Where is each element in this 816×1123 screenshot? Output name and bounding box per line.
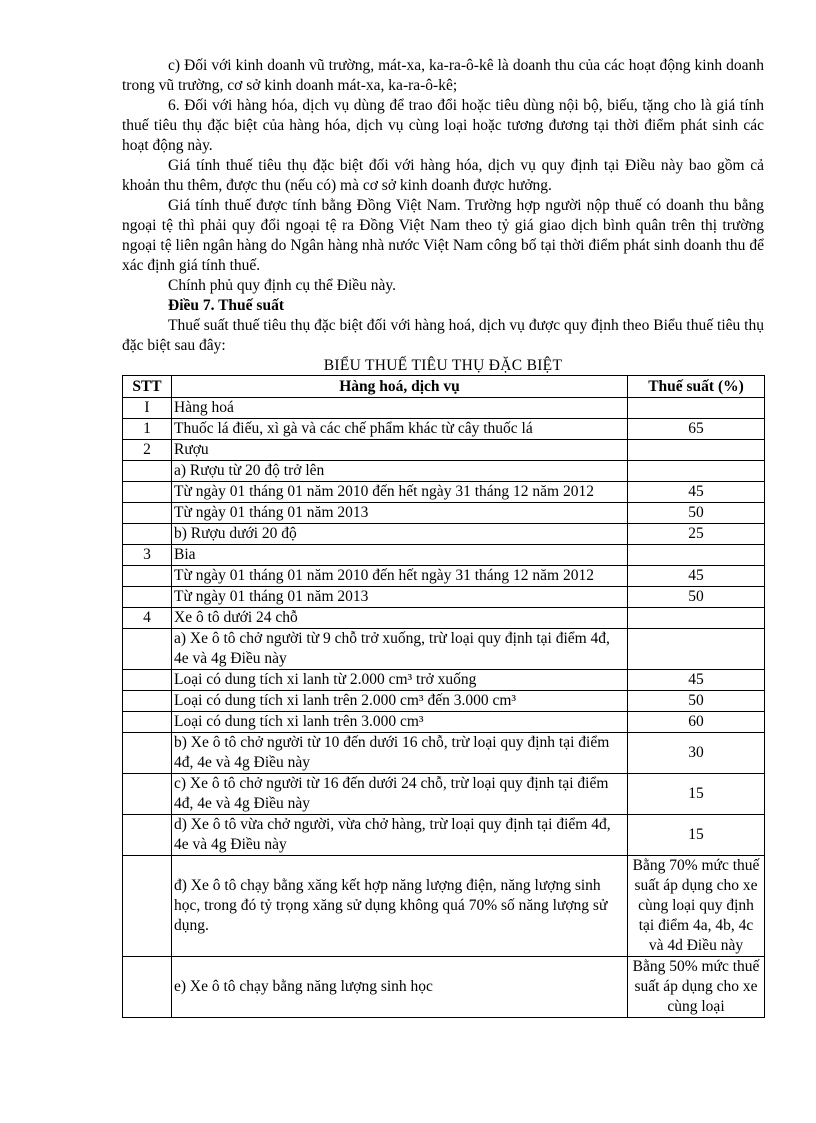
row-stt: I: [123, 398, 172, 419]
row-stt: [123, 815, 172, 856]
table-row: [123, 503, 765, 524]
row-rate: Bằng 70% mức thuế suất áp dụng cho xe cùng loại quy định tại điểm 4a, 4b, 4c và 4d Điều này: [628, 856, 765, 957]
row-stt: [123, 712, 172, 733]
table-row: [123, 482, 765, 503]
table-row: [123, 587, 765, 608]
row-rate: 45: [628, 566, 765, 587]
row-item: e) Xe ô tô chạy bằng năng lượng sinh học: [172, 957, 628, 1018]
row-item: a) Rượu từ 20 độ trở lên: [172, 461, 628, 482]
row-stt: [123, 733, 172, 774]
row-item: Loại có dung tích xi lanh trên 2.000 cm³ đến 3.000 cm³: [172, 691, 628, 712]
row-rate: 50: [628, 691, 765, 712]
row-stt: [123, 774, 172, 815]
row-item: Hàng hoá: [172, 398, 628, 419]
row-stt: [123, 957, 172, 1018]
row-rate: 60: [628, 712, 765, 733]
row-item: Từ ngày 01 tháng 01 năm 2010 đến hết ngày 31 tháng 12 năm 2012: [172, 566, 628, 587]
row-rate: 50: [628, 503, 765, 524]
row-rate: [628, 629, 765, 670]
row-item: d) Xe ô tô vừa chở người, vừa chở hàng, trừ loại quy định tại điểm 4đ, 4e và 4g Điều này: [172, 815, 628, 856]
table-row: [123, 712, 765, 733]
row-rate: 50: [628, 587, 765, 608]
row-stt: [123, 670, 172, 691]
table-row: [123, 398, 765, 419]
table-title: BIỂU THUẾ TIÊU THỤ ĐẶC BIỆT: [323, 357, 563, 374]
tax-rate-table: [122, 375, 765, 1018]
paragraph-price-scope: Giá tính thuế tiêu thụ đặc biệt đối với hàng hóa, dịch vụ quy định tại Điều này bao gồm cả khoản thu thêm, được thu (nếu có) mà cơ sở kinh doanh được hưởng.: [122, 157, 764, 194]
table-row: [123, 670, 765, 691]
table-row: [123, 524, 765, 545]
paragraph-currency: Giá tính thuế được tính bằng Đồng Việt Nam. Trường hợp người nộp thuế có doanh thu bằng ngoại tệ thì phải quy đổi ngoại tệ ra Đồng Việt Nam theo tỷ giá giao dịch bình quân trên thị trường ngoại tệ liên ngân hàng do Ngân hàng nhà nước Việt Nam công bố tại thời điểm phát sinh doanh thu để xác định giá tính thuế.: [122, 197, 764, 274]
table-header-row: [123, 376, 765, 398]
paragraph-government: Chính phủ quy định cụ thể Điều này.: [168, 277, 397, 294]
table-row: [123, 566, 765, 587]
table-row: [123, 774, 765, 815]
table-row: [123, 461, 765, 482]
row-item: Từ ngày 01 tháng 01 năm 2013: [172, 587, 628, 608]
row-item: Bia: [172, 545, 628, 566]
row-item: Loại có dung tích xi lanh từ 2.000 cm³ trở xuống: [172, 670, 628, 691]
row-item: đ) Xe ô tô chạy bằng xăng kết hợp năng lượng điện, năng lượng sinh học, trong đó tỷ trọng xăng sử dụng không quá 70% số năng lượng sử dụng.: [172, 856, 628, 957]
row-item: Từ ngày 01 tháng 01 năm 2010 đến hết ngày 31 tháng 12 năm 2012: [172, 482, 628, 503]
row-rate: [628, 440, 765, 461]
row-stt: [123, 587, 172, 608]
header-stt: STT: [123, 376, 172, 398]
row-stt: [123, 629, 172, 670]
row-rate: Bằng 50% mức thuế suất áp dụng cho xe cùng loại: [628, 957, 765, 1018]
table-row: [123, 691, 765, 712]
row-item: Xe ô tô dưới 24 chỗ: [172, 608, 628, 629]
table-row: [123, 856, 765, 957]
row-item: a) Xe ô tô chở người từ 9 chỗ trở xuống, trừ loại quy định tại điểm 4đ, 4e và 4g Điều này: [172, 629, 628, 670]
row-rate: 25: [628, 524, 765, 545]
row-rate: 65: [628, 419, 765, 440]
table-row: [123, 419, 765, 440]
row-stt: [123, 691, 172, 712]
row-rate: [628, 608, 765, 629]
table-row: [123, 815, 765, 856]
table-row: [123, 957, 765, 1018]
article-intro: Thuế suất thuế tiêu thụ đặc biệt đối với hàng hoá, dịch vụ được quy định theo Biểu thuế tiêu thụ đặc biệt sau đây:: [122, 317, 764, 354]
row-stt: [123, 524, 172, 545]
row-item: b) Xe ô tô chở người từ 10 đến dưới 16 chỗ, trừ loại quy định tại điểm 4đ, 4e và 4g Điều này: [172, 733, 628, 774]
row-item: Loại có dung tích xi lanh trên 3.000 cm³: [172, 712, 628, 733]
header-rate: Thuế suất (%): [628, 376, 765, 398]
paragraph-6: 6. Đối với hàng hóa, dịch vụ dùng để trao đổi hoặc tiêu dùng nội bộ, biếu, tặng cho là giá tính thuế tiêu thụ đặc biệt của hàng hóa, dịch vụ cùng loại hoặc tương đương tại thời điểm phát sinh các hoạt động này.: [122, 97, 764, 154]
row-stt: [123, 856, 172, 957]
row-stt: 3: [123, 545, 172, 566]
row-stt: [123, 482, 172, 503]
table-row: [123, 545, 765, 566]
row-item: Thuốc lá điếu, xì gà và các chế phẩm khác từ cây thuốc lá: [172, 419, 628, 440]
row-item: Rượu: [172, 440, 628, 461]
row-stt: [123, 461, 172, 482]
article-heading: Điều 7. Thuế suất: [168, 297, 284, 314]
row-rate: [628, 398, 765, 419]
row-rate: 30: [628, 733, 765, 774]
table-row: [123, 608, 765, 629]
document-page: [122, 56, 764, 1018]
row-rate: [628, 545, 765, 566]
row-stt: [123, 503, 172, 524]
row-stt: [123, 566, 172, 587]
paragraph-c: c) Đối với kinh doanh vũ trường, mát-xa, ka-ra-ô-kê là doanh thu của các hoạt động kinh doanh trong vũ trường, cơ sở kinh doanh mát-xa, ka-ra-ô-kê;: [122, 57, 764, 94]
row-rate: 45: [628, 670, 765, 691]
table-row: [123, 733, 765, 774]
row-stt: 2: [123, 440, 172, 461]
row-stt: 1: [123, 419, 172, 440]
row-item: b) Rượu dưới 20 độ: [172, 524, 628, 545]
row-stt: 4: [123, 608, 172, 629]
row-rate: [628, 461, 765, 482]
table-row: [123, 440, 765, 461]
row-item: Từ ngày 01 tháng 01 năm 2013: [172, 503, 628, 524]
row-rate: 45: [628, 482, 765, 503]
header-item: Hàng hoá, dịch vụ: [172, 376, 628, 398]
row-rate: 15: [628, 815, 765, 856]
table-row: [123, 629, 765, 670]
row-rate: 15: [628, 774, 765, 815]
row-item: c) Xe ô tô chở người từ 16 đến dưới 24 chỗ, trừ loại quy định tại điểm 4đ, 4e và 4g Điều này: [172, 774, 628, 815]
